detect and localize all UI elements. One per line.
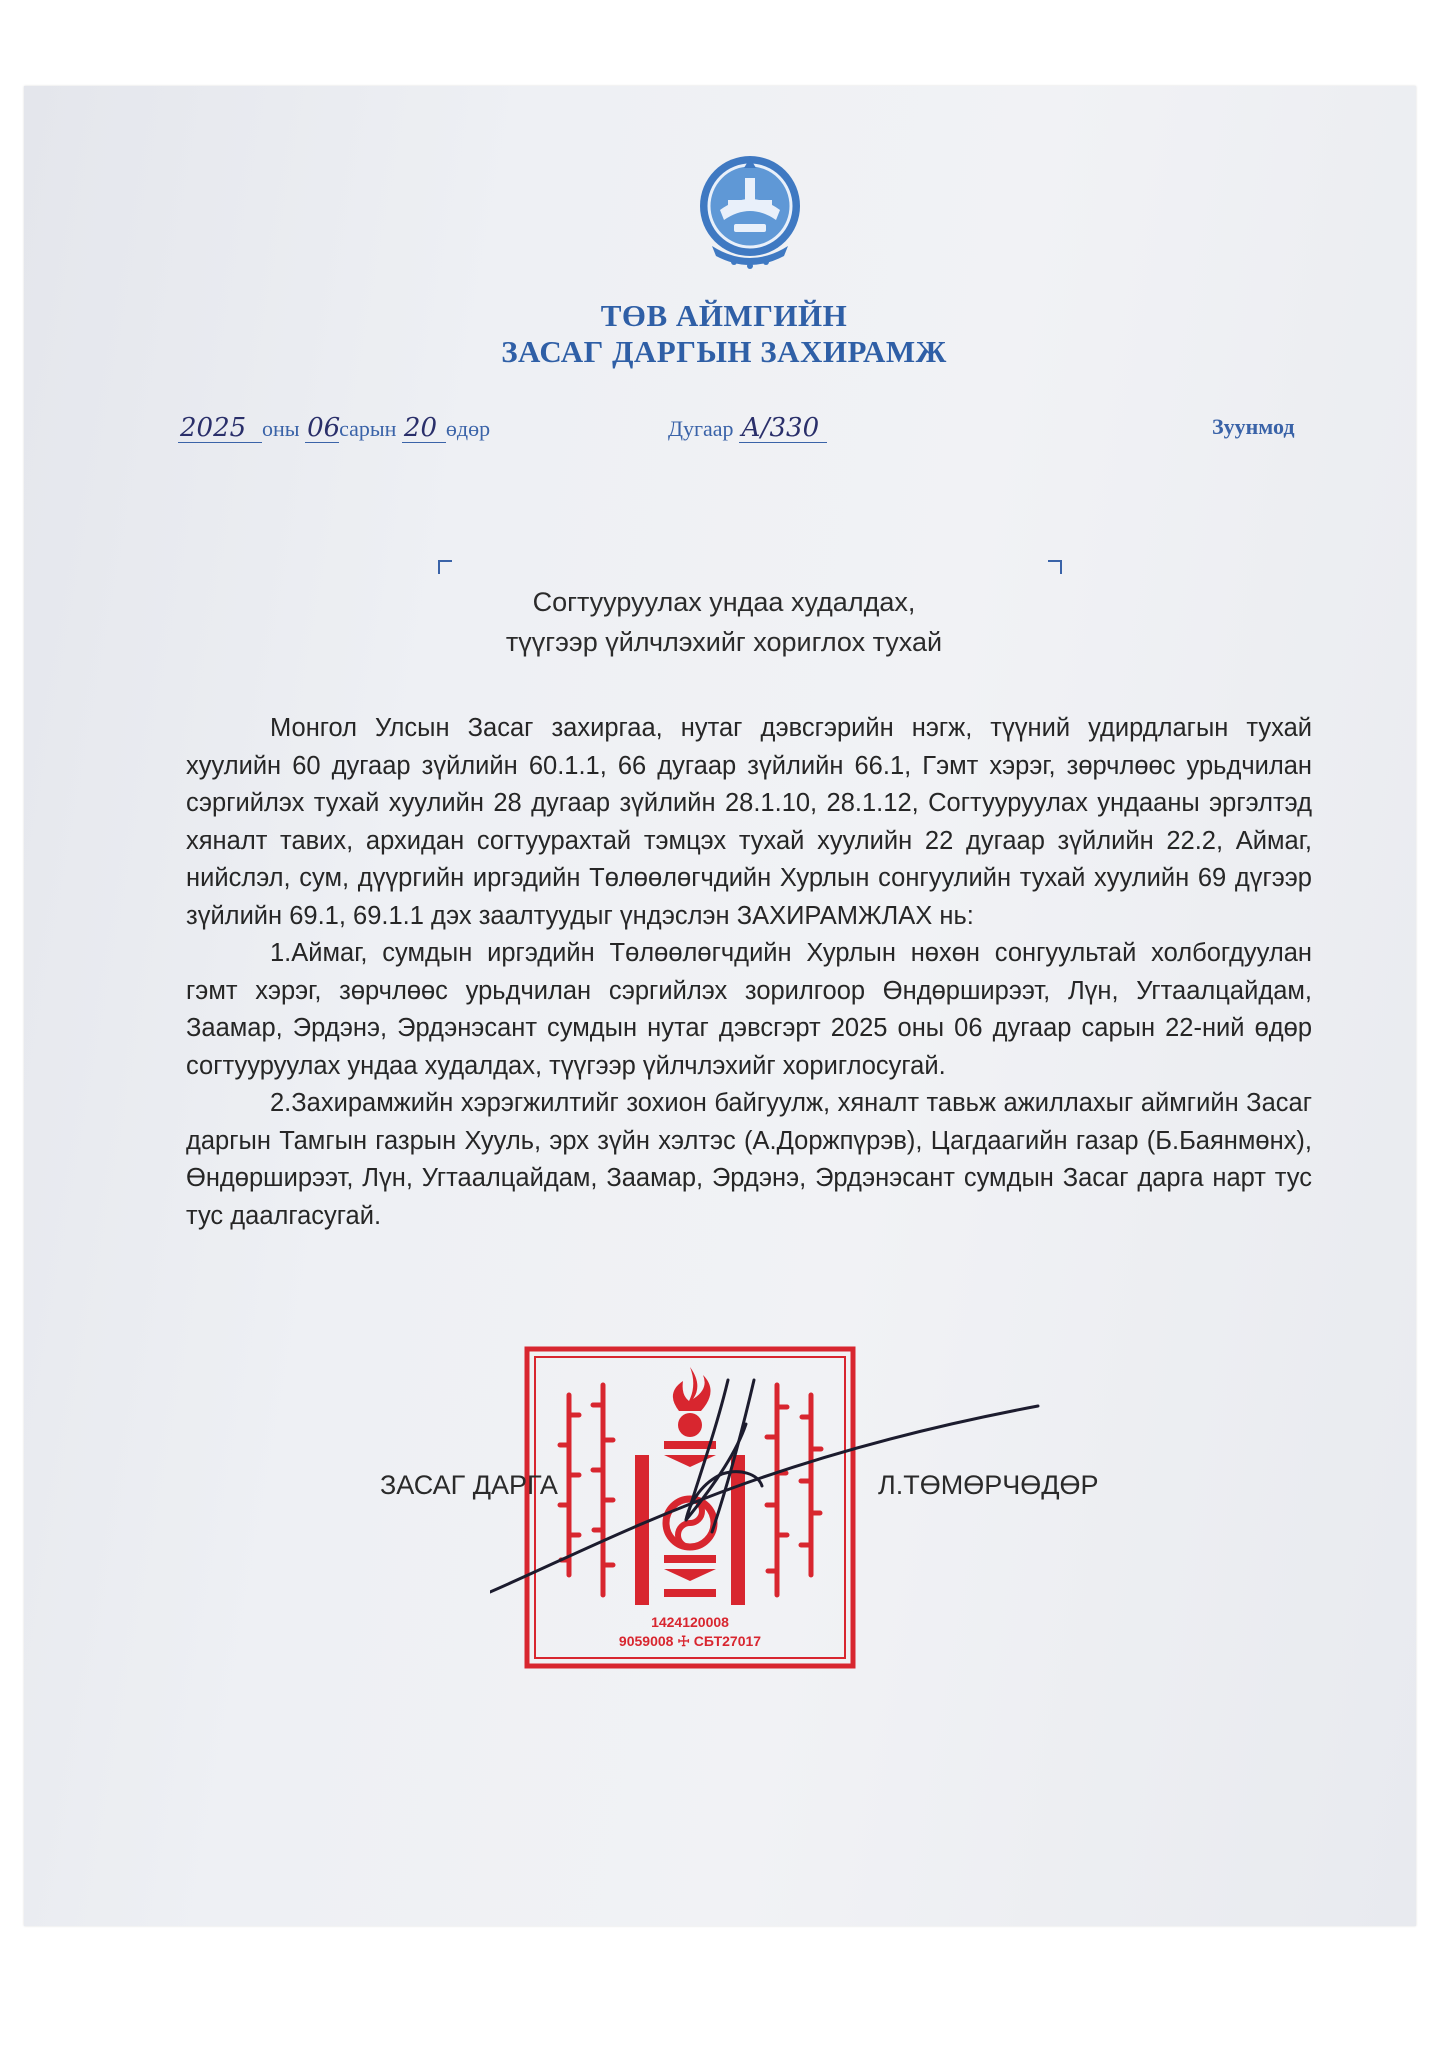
body-paragraph-3: 2.Захирамжийн хэрэгжилтийг зохион байгуулж, хяналт тавьж ажиллахыг аймгийн Засаг даргын Тамгын газрын Хууль, эрх зүйн хэлтэс (А.Доржпүрэв), Цагдаагийн газар (Б.Баянмөнх), Өндөрширээт, Лүн, Угтаалцайдам, Заамар, Эрдэнэ, Эрдэнэсант сумдын Засаг дарга нарт тус тус даалгасугай. xyxy=(186,1089,1312,1230)
date-month-suffix: сарын xyxy=(339,416,397,441)
body-paragraph-1: Монгол Улсын Засаг захиргаа, нутаг дэвсгэрийн нэгж, түүний удирдлагын тухай хуулийн 60 дугаар зүйлийн 60.1.1, 66 дугаар зүйлийн 66.1, Гэмт хэрэг, зөрчлөөс урьдчилан сэргийлэх тухай хуулийн 28 дугаар зүйлийн 28.1.10, 28.1.12, Согтууруулах ундааны эргэлтэд хяналт тавих, архидан согтуурахтай тэмцэх тухай хуулийн 22 дугаар зүйлийн 22.2, Аймаг, нийслэл, сум, дүүргийн иргэдийн Төлөөлөгчдийн Хурлын сонгуулийн тухай хуулийн 69 дүгээр зүйлийн 69.1, 69.1.1 дэх заалтуудыг үндэслэн ЗАХИРАМЖЛАХ нь: xyxy=(186,714,1312,930)
date-month: 06 xyxy=(307,413,341,443)
date-day-suffix: өдөр xyxy=(445,416,491,441)
body-paragraph-2: 1.Аймаг, сумдын иргэдийн Төлөөлөгчдийн Хурлын нөхөн сонгуультай холбогдуулан гэмт хэрэг, зөрчлөөс урьдчилан сэргийлэх зорилгоор Өндөрширээт, Лүн, Угтаалцайдам, Заамар, Эрдэнэ, Эрдэнэсант сумдын нутаг дэвсгэрт 2025 оны 06 дугаар сарын 22-ний өдөр согтууруулах ундаа худалдах, түүгээр үйлчлэхийг хориглосугай. xyxy=(186,939,1312,1080)
org-name-line1: ТӨВ АЙМГИЙН xyxy=(600,298,848,333)
seal-code-line1: 1424120008 xyxy=(651,1614,729,1630)
state-emblem-icon xyxy=(690,150,810,275)
signatory-name: Л.ТӨМӨРЧӨДӨР xyxy=(878,1470,1099,1500)
date-year: 2025 xyxy=(178,414,262,443)
subject-line1: Согтууруулах ундаа худалдах, xyxy=(532,587,916,617)
order-number-value: А/330 xyxy=(739,414,827,443)
order-type-line2: ЗАСАГ ДАРГЫН ЗАХИРАМЖ xyxy=(501,334,947,369)
date-year-suffix: оны xyxy=(262,416,300,441)
date-line xyxy=(178,414,490,443)
order-number-label: Дугаар xyxy=(668,416,734,441)
handwritten-signature-icon xyxy=(490,1370,1050,1600)
place-name: Зуунмод xyxy=(1212,414,1295,439)
subject-line2: түүгээр үйлчлэхийг хориглох тухай xyxy=(505,627,943,657)
date-day: 20 xyxy=(402,414,446,443)
subject-corner-right xyxy=(1048,560,1062,574)
signatory-title: ЗАСАГ ДАРГА xyxy=(380,1470,558,1500)
order-body xyxy=(186,710,1312,1235)
order-number xyxy=(668,414,827,443)
subject-corner-left xyxy=(438,560,452,574)
seal-code-line2: 9059008 ☩ СБТ27017 xyxy=(618,1633,762,1649)
